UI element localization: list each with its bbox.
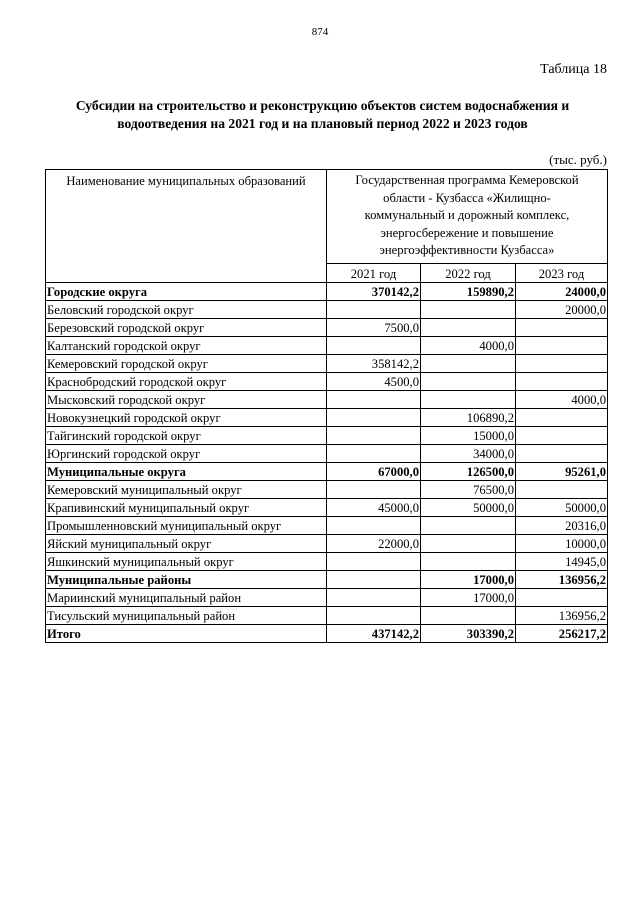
row-name-cell: Крапивинский муниципальный округ <box>46 498 327 516</box>
row-name-cell: Тисульский муниципальный район <box>46 606 327 624</box>
value-2021-cell: 22000,0 <box>327 534 421 552</box>
value-2023-cell <box>516 318 608 336</box>
program-line: коммунальный и дорожный комплекс, <box>364 208 570 222</box>
table-row <box>46 354 608 372</box>
row-name-cell: Муниципальные округа <box>46 462 327 480</box>
document-title <box>40 97 605 133</box>
value-2022-cell <box>421 300 516 318</box>
value-2023-cell: 95261,0 <box>516 462 608 480</box>
value-2022-cell <box>421 390 516 408</box>
table-label: Таблица 18 <box>540 62 607 77</box>
value-2021-cell: 370142,2 <box>327 282 421 300</box>
value-2022-cell <box>421 318 516 336</box>
value-2022-cell: 159890,2 <box>421 282 516 300</box>
value-2021-cell <box>327 300 421 318</box>
table-row <box>46 516 608 534</box>
value-2023-cell: 14945,0 <box>516 552 608 570</box>
row-name-cell: Мысковский городской округ <box>46 390 327 408</box>
table-row <box>46 480 608 498</box>
row-name-cell: Березовский городской округ <box>46 318 327 336</box>
value-2023-cell <box>516 336 608 354</box>
header-year-2022: 2022 год <box>421 263 516 282</box>
row-name-cell: Яйский муниципальный округ <box>46 534 327 552</box>
value-2021-cell: 7500,0 <box>327 318 421 336</box>
value-2023-cell: 256217,2 <box>516 624 608 642</box>
value-2023-cell <box>516 426 608 444</box>
value-2021-cell <box>327 390 421 408</box>
value-2022-cell <box>421 606 516 624</box>
row-name-cell: Городские округа <box>46 282 327 300</box>
value-2021-cell <box>327 570 421 588</box>
table-row <box>46 498 608 516</box>
value-2023-cell: 50000,0 <box>516 498 608 516</box>
row-name-cell: Промышленновский муниципальный округ <box>46 516 327 534</box>
value-2022-cell: 34000,0 <box>421 444 516 462</box>
title-line-1: Субсидии на строительство и реконструкцию объектов систем водоснабжения и <box>75 98 570 113</box>
value-2023-cell <box>516 408 608 426</box>
value-2023-cell: 24000,0 <box>516 282 608 300</box>
table-row-subtotal <box>46 462 608 480</box>
table-row-subtotal <box>46 624 608 642</box>
row-name-cell: Итого <box>46 624 327 642</box>
row-name-cell: Муниципальные районы <box>46 570 327 588</box>
value-2021-cell <box>327 552 421 570</box>
table-row <box>46 372 608 390</box>
table-row-subtotal <box>46 282 608 300</box>
units-label: (тыс. руб.) <box>549 152 607 167</box>
value-2022-cell: 50000,0 <box>421 498 516 516</box>
row-name-cell: Краснобродский городской округ <box>46 372 327 390</box>
table-row <box>46 300 608 318</box>
value-2023-cell <box>516 372 608 390</box>
value-2022-cell: 126500,0 <box>421 462 516 480</box>
value-2022-cell: 17000,0 <box>421 570 516 588</box>
table-row <box>46 534 608 552</box>
page-number: 874 <box>311 26 329 38</box>
value-2021-cell <box>327 588 421 606</box>
program-line: энергосбережение и повышение <box>380 225 554 240</box>
value-2021-cell <box>327 426 421 444</box>
table-row <box>46 552 608 570</box>
row-name-cell: Юргинский городской округ <box>46 444 327 462</box>
table-row <box>46 408 608 426</box>
row-name-cell: Кемеровский городской округ <box>46 354 327 372</box>
value-2022-cell <box>421 552 516 570</box>
value-2023-cell: 10000,0 <box>516 534 608 552</box>
value-2021-cell: 67000,0 <box>327 462 421 480</box>
row-name-cell: Кемеровский муниципальный округ <box>46 480 327 498</box>
table-row <box>46 336 608 354</box>
value-2022-cell <box>421 354 516 372</box>
program-line: Государственная программа Кемеровской <box>355 173 579 187</box>
value-2021-cell <box>327 480 421 498</box>
value-2021-cell: 437142,2 <box>327 624 421 642</box>
header-year-2023: 2023 год <box>516 263 608 282</box>
program-line: области - Кузбасса «Жилищно- <box>383 190 551 205</box>
value-2022-cell: 106890,2 <box>421 408 516 426</box>
value-2021-cell: 4500,0 <box>327 372 421 390</box>
header-program <box>327 170 608 264</box>
value-2021-cell <box>327 606 421 624</box>
header-name-column: Наименование муниципальных образований <box>46 170 327 283</box>
row-name-cell: Яшкинский муниципальный округ <box>46 552 327 570</box>
value-2022-cell: 15000,0 <box>421 426 516 444</box>
value-2023-cell: 20316,0 <box>516 516 608 534</box>
table-row <box>46 426 608 444</box>
value-2021-cell <box>327 516 421 534</box>
value-2023-cell <box>516 444 608 462</box>
value-2023-cell: 4000,0 <box>516 390 608 408</box>
row-name-cell: Тайгинский городской округ <box>46 426 327 444</box>
value-2021-cell <box>327 444 421 462</box>
table-row <box>46 444 608 462</box>
table-header <box>46 170 608 283</box>
value-2022-cell <box>421 534 516 552</box>
row-name-cell: Мариинский муниципальный район <box>46 588 327 606</box>
table-row <box>46 588 608 606</box>
title-line-2: водоотведения на 2021 год и на плановый период 2022 и 2023 годов <box>117 116 528 131</box>
value-2023-cell <box>516 588 608 606</box>
row-name-cell: Новокузнецкий городской округ <box>46 408 327 426</box>
value-2023-cell: 20000,0 <box>516 300 608 318</box>
value-2022-cell <box>421 372 516 390</box>
value-2021-cell <box>327 336 421 354</box>
value-2023-cell: 136956,2 <box>516 606 608 624</box>
value-2022-cell: 17000,0 <box>421 588 516 606</box>
value-2022-cell: 76500,0 <box>421 480 516 498</box>
table-body <box>46 282 608 642</box>
program-line: энергоэффективности Кузбасса» <box>379 243 555 257</box>
table-row <box>46 606 608 624</box>
row-name-cell: Калтанский городской округ <box>46 336 327 354</box>
table-row-subtotal <box>46 570 608 588</box>
table-row <box>46 390 608 408</box>
header-year-2021: 2021 год <box>327 263 421 282</box>
subsidies-table <box>45 169 608 643</box>
row-name-cell: Беловский городской округ <box>46 300 327 318</box>
table-row <box>46 318 608 336</box>
value-2021-cell: 358142,2 <box>327 354 421 372</box>
value-2021-cell <box>327 408 421 426</box>
value-2021-cell: 45000,0 <box>327 498 421 516</box>
value-2022-cell: 4000,0 <box>421 336 516 354</box>
value-2023-cell: 136956,2 <box>516 570 608 588</box>
value-2023-cell <box>516 354 608 372</box>
value-2022-cell <box>421 516 516 534</box>
value-2023-cell <box>516 480 608 498</box>
value-2022-cell: 303390,2 <box>421 624 516 642</box>
